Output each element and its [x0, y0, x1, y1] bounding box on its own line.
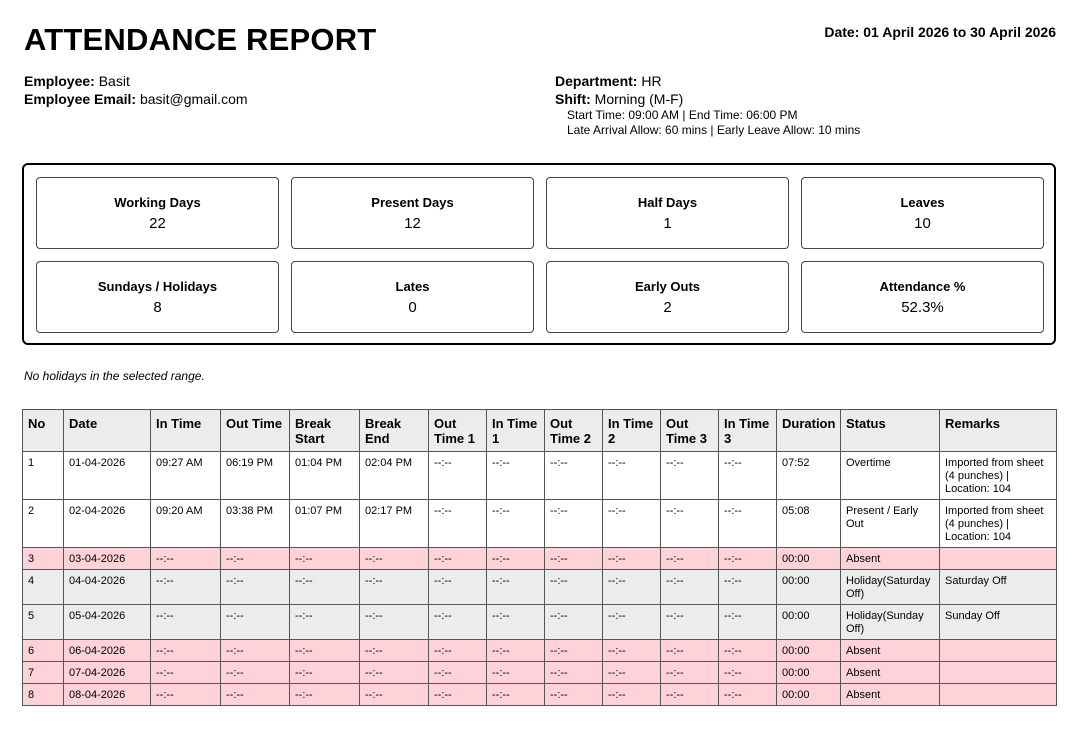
- table-cell: --:--: [603, 684, 661, 706]
- table-cell: 7: [23, 662, 64, 684]
- report-title: ATTENDANCE REPORT: [24, 22, 377, 57]
- table-row: [23, 640, 1057, 662]
- table-cell: 5: [23, 605, 64, 640]
- employee-email: basit@gmail.com: [139, 91, 248, 107]
- table-cell: 08-04-2026: [64, 684, 151, 706]
- table-cell: --:--: [719, 640, 777, 662]
- table-cell: 1: [23, 452, 64, 500]
- summary-panel: [22, 163, 1056, 345]
- table-cell: 09:27 AM: [151, 452, 221, 500]
- table-cell: --:--: [429, 640, 487, 662]
- table-cell: [940, 684, 1057, 706]
- table-row: [23, 605, 1057, 640]
- table-cell: --:--: [290, 605, 360, 640]
- table-cell: 06:19 PM: [221, 452, 290, 500]
- table-cell: --:--: [221, 640, 290, 662]
- table-row: [23, 548, 1057, 570]
- table-cell: --:--: [360, 605, 429, 640]
- table-cell: --:--: [719, 570, 777, 605]
- card-value: 0: [408, 299, 417, 316]
- card-label: Early Outs: [634, 279, 701, 294]
- table-cell: --:--: [290, 570, 360, 605]
- shift-row: [555, 90, 860, 108]
- table-cell: --:--: [545, 570, 603, 605]
- table-cell: --:--: [487, 570, 545, 605]
- table-cell: --:--: [429, 452, 487, 500]
- table-cell: 07-04-2026: [64, 662, 151, 684]
- card-value: 2: [663, 299, 672, 316]
- shift-value: Morning (M-F): [594, 91, 684, 107]
- summary-card-attendance-percent: [801, 261, 1044, 333]
- department-row: [555, 72, 860, 90]
- table-cell: --:--: [221, 570, 290, 605]
- summary-card-leaves: [801, 177, 1044, 249]
- table-cell: --:--: [151, 548, 221, 570]
- table-cell: --:--: [545, 605, 603, 640]
- table-cell: --:--: [545, 452, 603, 500]
- table-row: [23, 570, 1057, 605]
- table-cell: 00:00: [777, 662, 841, 684]
- table-cell: [940, 662, 1057, 684]
- table-cell: 00:00: [777, 548, 841, 570]
- employee-info: [24, 72, 248, 108]
- table-cell: Holiday(Saturday Off): [841, 570, 940, 605]
- card-value: 10: [914, 215, 931, 232]
- table-cell: --:--: [603, 570, 661, 605]
- table-cell: Absent: [841, 640, 940, 662]
- column-header: In Time: [151, 410, 221, 452]
- table-row: [23, 684, 1057, 706]
- table-cell: Overtime: [841, 452, 940, 500]
- table-cell: 02:17 PM: [360, 500, 429, 548]
- card-label: Attendance %: [879, 279, 966, 294]
- card-value: 22: [149, 215, 166, 232]
- table-cell: 2: [23, 500, 64, 548]
- table-cell: --:--: [603, 662, 661, 684]
- holiday-note: No holidays in the selected range.: [24, 369, 205, 383]
- card-label: Lates: [395, 279, 430, 294]
- column-header: Date: [64, 410, 151, 452]
- table-cell: --:--: [719, 662, 777, 684]
- table-cell: --:--: [661, 452, 719, 500]
- card-label: Sundays / Holidays: [97, 279, 218, 294]
- card-value: 1: [663, 215, 672, 232]
- table-cell: 4: [23, 570, 64, 605]
- column-header: Out Time 3: [661, 410, 719, 452]
- summary-card-half-days: [546, 177, 789, 249]
- column-header: Out Time 1: [429, 410, 487, 452]
- table-cell: --:--: [151, 570, 221, 605]
- card-value: 12: [404, 215, 421, 232]
- table-cell: 00:00: [777, 570, 841, 605]
- summary-card-lates: [291, 261, 534, 333]
- table-row: [23, 500, 1057, 548]
- table-cell: Absent: [841, 548, 940, 570]
- table-cell: --:--: [290, 640, 360, 662]
- table-header-row: [23, 410, 1057, 452]
- table-cell: --:--: [661, 605, 719, 640]
- table-cell: 8: [23, 684, 64, 706]
- column-header: Out Time: [221, 410, 290, 452]
- table-cell: 05-04-2026: [64, 605, 151, 640]
- table-cell: --:--: [429, 605, 487, 640]
- table-cell: 6: [23, 640, 64, 662]
- table-cell: --:--: [151, 640, 221, 662]
- table-cell: --:--: [429, 684, 487, 706]
- table-cell: --:--: [221, 605, 290, 640]
- table-cell: --:--: [290, 684, 360, 706]
- table-cell: Holiday(Sunday Off): [841, 605, 940, 640]
- card-label: Working Days: [114, 195, 201, 210]
- table-cell: --:--: [661, 684, 719, 706]
- table-cell: --:--: [360, 548, 429, 570]
- department-label: Department:: [555, 73, 638, 89]
- card-value: 52.3%: [901, 299, 944, 316]
- table-cell: Sunday Off: [940, 605, 1057, 640]
- card-label: Present Days: [371, 195, 454, 210]
- table-cell: --:--: [719, 605, 777, 640]
- table-cell: Imported from sheet (4 punches) | Location: 104: [940, 500, 1057, 548]
- department-value: HR: [641, 73, 662, 89]
- column-header: Break End: [360, 410, 429, 452]
- card-value: 8: [153, 299, 162, 316]
- table-cell: 06-04-2026: [64, 640, 151, 662]
- table-cell: 01:04 PM: [290, 452, 360, 500]
- shift-allowances: Late Arrival Allow: 60 mins | Early Leave Allow: 10 mins: [567, 123, 861, 137]
- column-header: Break Start: [290, 410, 360, 452]
- table-cell: --:--: [151, 684, 221, 706]
- table-cell: 00:00: [777, 605, 841, 640]
- employee-email-row: [24, 90, 248, 108]
- table-cell: Absent: [841, 662, 940, 684]
- table-cell: --:--: [487, 548, 545, 570]
- table-cell: --:--: [487, 684, 545, 706]
- table-cell: --:--: [429, 570, 487, 605]
- column-header: Status: [841, 410, 940, 452]
- table-row: [23, 452, 1057, 500]
- table-cell: --:--: [545, 684, 603, 706]
- table-cell: --:--: [221, 662, 290, 684]
- table-cell: Saturday Off: [940, 570, 1057, 605]
- table-cell: --:--: [661, 662, 719, 684]
- table-cell: --:--: [545, 640, 603, 662]
- table-cell: --:--: [487, 662, 545, 684]
- table-cell: --:--: [661, 640, 719, 662]
- table-cell: 00:00: [777, 640, 841, 662]
- column-header: No: [23, 410, 64, 452]
- table-cell: --:--: [603, 640, 661, 662]
- table-cell: --:--: [719, 500, 777, 548]
- summary-card-working-days: [36, 177, 279, 249]
- date-range: Date: 01 April 2026 to 30 April 2026: [824, 24, 1056, 40]
- table-row: [23, 662, 1057, 684]
- summary-card-early-outs: [546, 261, 789, 333]
- table-cell: --:--: [661, 570, 719, 605]
- table-cell: 02-04-2026: [64, 500, 151, 548]
- employee-name-label: Employee:: [24, 73, 95, 89]
- table-body: [23, 452, 1057, 706]
- table-cell: --:--: [603, 605, 661, 640]
- table-cell: --:--: [603, 452, 661, 500]
- employee-name: Basit: [98, 73, 130, 89]
- table-cell: --:--: [545, 500, 603, 548]
- table-cell: 00:00: [777, 684, 841, 706]
- table-cell: --:--: [360, 570, 429, 605]
- card-label: Leaves: [900, 195, 945, 210]
- column-header: Duration: [777, 410, 841, 452]
- table-cell: [940, 548, 1057, 570]
- table-cell: --:--: [487, 452, 545, 500]
- table-cell: --:--: [545, 548, 603, 570]
- table-cell: Present / Early Out: [841, 500, 940, 548]
- table-cell: --:--: [603, 548, 661, 570]
- table-cell: [940, 640, 1057, 662]
- table-cell: Imported from sheet (4 punches) | Location: 104: [940, 452, 1057, 500]
- table-cell: --:--: [151, 662, 221, 684]
- shift-info: [555, 72, 860, 138]
- table-cell: --:--: [719, 452, 777, 500]
- shift-times: Start Time: 09:00 AM | End Time: 06:00 PM: [567, 108, 798, 122]
- column-header: Remarks: [940, 410, 1057, 452]
- table-cell: --:--: [487, 640, 545, 662]
- table-cell: --:--: [290, 548, 360, 570]
- table-cell: --:--: [221, 548, 290, 570]
- table-cell: --:--: [221, 684, 290, 706]
- table-cell: --:--: [661, 500, 719, 548]
- table-cell: --:--: [429, 548, 487, 570]
- column-header: In Time 1: [487, 410, 545, 452]
- table-cell: 02:04 PM: [360, 452, 429, 500]
- table-cell: --:--: [719, 548, 777, 570]
- table-cell: --:--: [151, 605, 221, 640]
- table-cell: --:--: [719, 684, 777, 706]
- table-cell: Absent: [841, 684, 940, 706]
- table-cell: --:--: [360, 662, 429, 684]
- table-cell: 01:07 PM: [290, 500, 360, 548]
- summary-card-holidays: [36, 261, 279, 333]
- table-cell: --:--: [429, 662, 487, 684]
- column-header: In Time 2: [603, 410, 661, 452]
- table-cell: --:--: [429, 500, 487, 548]
- shift-label: Shift:: [555, 91, 591, 107]
- table-cell: --:--: [603, 500, 661, 548]
- card-label: Half Days: [637, 195, 698, 210]
- table-cell: 03:38 PM: [221, 500, 290, 548]
- table-cell: --:--: [487, 605, 545, 640]
- table-cell: 04-04-2026: [64, 570, 151, 605]
- table-cell: 3: [23, 548, 64, 570]
- attendance-table: [22, 409, 1057, 706]
- table-cell: 01-04-2026: [64, 452, 151, 500]
- table-cell: --:--: [290, 662, 360, 684]
- table-cell: 09:20 AM: [151, 500, 221, 548]
- column-header: Out Time 2: [545, 410, 603, 452]
- table-cell: 03-04-2026: [64, 548, 151, 570]
- summary-card-present-days: [291, 177, 534, 249]
- table-cell: --:--: [487, 500, 545, 548]
- table-cell: --:--: [360, 684, 429, 706]
- table-cell: --:--: [545, 662, 603, 684]
- employee-email-label: Employee Email:: [24, 91, 137, 107]
- column-header: In Time 3: [719, 410, 777, 452]
- table-cell: --:--: [360, 640, 429, 662]
- employee-name-row: [24, 72, 248, 90]
- table-cell: 05:08: [777, 500, 841, 548]
- table-cell: 07:52: [777, 452, 841, 500]
- table-cell: --:--: [661, 548, 719, 570]
